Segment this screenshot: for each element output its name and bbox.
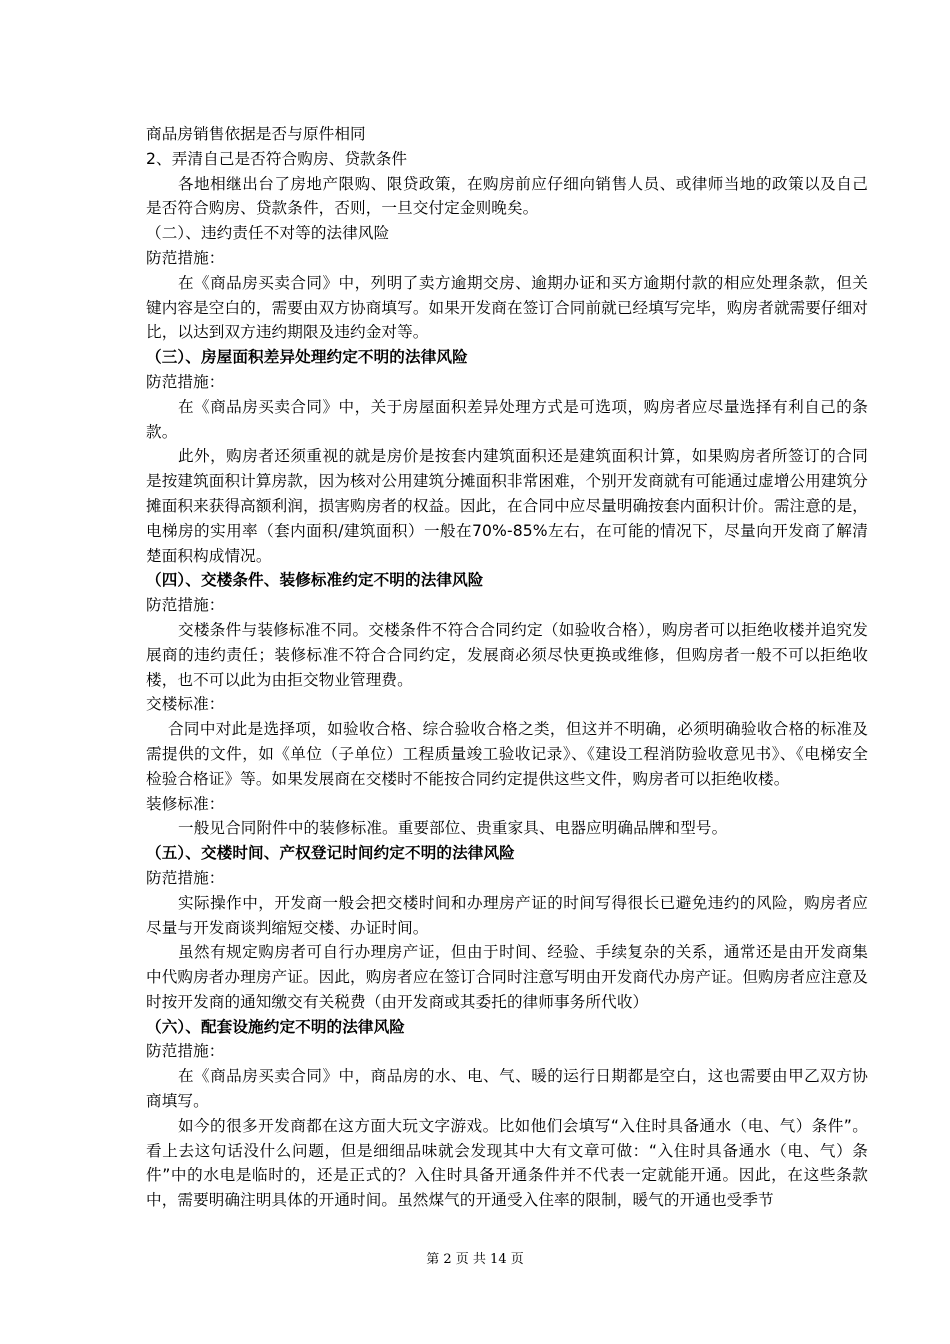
paragraph: 交楼条件与装修标准不同。交楼条件不符合合同约定（如验收合格），购房者可以拒绝收楼并追究发展商的违约责任；装修标准不符合合同约定，发展商必须尽快更换或维修，但购房者一般不可以拒绝收楼，也不可以此为由拒交物业管理费。 (146, 620, 868, 689)
section-heading: （六）、配套设施约定不明的法律风险 (146, 1017, 405, 1036)
label-line: 防范措施： (146, 596, 225, 615)
section-heading: （三）、房屋面积差异处理约定不明的法律风险 (146, 348, 468, 367)
paragraph: 如今的很多开发商都在这方面大玩文字游戏。比如他们会填写“入住时具备通水（电、气）条件”。看上去这句话没什么问题，但是细细品味就会发现其中大有文章可做：“入住时具备通水（电、气）条件”中的水电是临时的，还是正式的？入住时具备开通条件并不代表一定就能开通。因此，在这些条款中，需要明确注明具体的开通时间。虽然煤气的开通受入住率的限制，暖气的开通也受季节 (146, 1116, 868, 1210)
paragraph: 合同中对此是选择项，如验收合格、综合验收合格之类，但这并不明确，必须明确验收合格的标准及需提供的文件，如《单位（子单位）工程质量竣工验收记录》、《建设工程消防验收意见书》、《电梯安全检验合格证》等。如果发展商在交楼时不能按合同约定提供这些文件，购房者可以拒绝收楼。 (146, 720, 868, 788)
paragraph: 各地相继出台了房地产限购、限贷政策，在购房前应仔细向销售人员、或律师当地的政策以及自己是否符合购房、贷款条件，否则，一旦交付定金则晚矣。 (146, 174, 868, 218)
document-body (146, 122, 868, 1213)
label-line: 装修标准： (146, 794, 225, 813)
paragraph: 在《商品房买卖合同》中，关于房屋面积差异处理方式是可选项，购房者应尽量选择有利自己的条款。 (146, 397, 868, 441)
text-line: 商品房销售依据是否与原件相同 (146, 125, 366, 143)
label-line: 防范措施： (146, 248, 225, 267)
label-line: 交楼标准： (146, 695, 225, 714)
paragraph: 虽然有规定购房者可自行办理房产证，但由于时间、经验、手续复杂的关系，通常还是由开发商集中代购房者办理房产证。因此，购房者应在签订合同时注意写明由开发商代办房产证。但购房者应注意及时按开发商的通知缴交有关税费（由开发商或其委托的律师事务所代收） (146, 943, 868, 1011)
section-heading: （四）、交楼条件、装修标准约定不明的法律风险 (146, 571, 484, 590)
paragraph: 一般见合同附件中的装修标准。重要部位、贵重家具、电器应明确品牌和型号。 (178, 819, 728, 838)
section-title: 2、弄清自己是否符合购房、贷款条件 (146, 149, 408, 168)
label-line: 防范措施： (146, 1042, 225, 1061)
page-number-footer: 第 2 页 共 14 页 (426, 1252, 524, 1267)
label-line: 防范措施： (146, 868, 225, 887)
paragraph: 在《商品房买卖合同》中，商品房的水、电、气、暖的运行日期都是空白，这也需要由甲乙双方协商填写。 (146, 1067, 868, 1111)
paragraph: 实际操作中，开发商一般会把交楼时间和办理房产证的时间写得很长已避免违约的风险，购房者应尽量与开发商谈判缩短交楼、办证时间。 (146, 893, 868, 937)
section-title: （二）、违约责任不对等的法律风险 (146, 224, 390, 243)
label-line: 防范措施： (146, 372, 225, 391)
section-heading: （五）、交楼时间、产权登记时间约定不明的法律风险 (146, 844, 515, 863)
paragraph: 在《商品房买卖合同》中，列明了卖方逾期交房、逾期办证和买方逾期付款的相应处理条款，但关键内容是空白的，需要由双方协商填写。如果开发商在签订合同前就已经填写完毕，购房者就需要仔细对比，以达到双方违约期限及违约金对等。 (146, 273, 868, 342)
paragraph: 此外，购房者还须重视的就是房价是按套内建筑面积还是建筑面积计算，如果购房者所签订的合同是按建筑面积计算房款，因为核对公用建筑分摊面积非常困难，个别开发商就有可能通过虚增公用建筑分摊面积来获得高额利润，损害购房者的权益。因此，在合同中应尽量明确按套内面积计价。需注意的是，电梯房的实用率（套内面积/建筑面积）一般在70%-85%左右，在可能的情况下，尽量向开发商了解清楚面积构成情况。 (146, 447, 868, 565)
